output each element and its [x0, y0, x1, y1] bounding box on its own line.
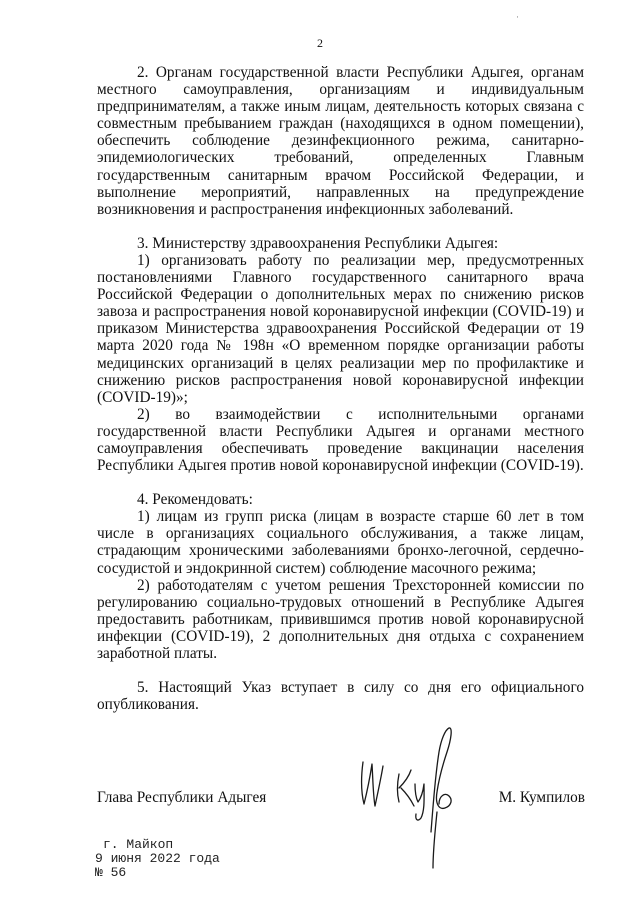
stamp-city: г. Майкоп [103, 837, 174, 852]
paragraph: 2) во взаимодействии с исполнительными органами государственной власти Республики Адыгея и органами местного самоуправления обеспечивать проведение вакцинации населения Республики Адыгея против новой коронавирусной инфекции (COVID-19). [97, 405, 584, 475]
paragraph: 1) лицам из групп риска (лицам в возрасте старше 60 лет в том числе в организациях социального обслуживания, а также лицам, страдающим хроническими заболеваниями бронхо-легочной, сердечно-сосудистой и эндокринной систем) соблюдение масочного режима; [97, 508, 584, 577]
section-item-2 [97, 64, 584, 218]
paragraph: 1) организовать работу по реализации мер, предусмотренных постановлениями Главного государственного санитарного врача Российской Федерации о дополнительных мерах по снижению рисков завоза и распространения новой коронавирусной инфекции (COVID-19) и приказом Министерства здравоохранения Российской Федерации от 19 марта 2020 года № 198н «О временном порядке организации работы медицинских организаций в целях реализации мер по профилактике и снижению рисков распространения новой коронавирусной инфекции (COVID-19)»; [97, 251, 584, 406]
paragraph: 3. Министерству здравоохранения Республики Адыгея: [137, 234, 499, 252]
document-body [97, 64, 584, 713]
signatory-position: Глава Республики Адыгея [97, 789, 267, 806]
handwritten-signature [355, 722, 480, 872]
paragraph: 5. Настоящий Указ вступает в силу со дня его официального опубликования. [97, 679, 584, 714]
page-number: 2 [317, 36, 323, 50]
paragraph: 2. Органам государственной власти Республики Адыгея, органам местного самоуправления, организациям и индивидуальным предпринимателям, а также иным лицам, деятельность которых связана с совместным пребыванием граждан (находящихся в одном помещении), обеспечить соблюдение дезинфекционного режима, санитарно-эпидемиологических требований, определенных Главным государственным санитарным врачом Российской Федерации, и выполнение мероприятий, направленных на предупреждение возникновения и распространения инфекционных заболеваний. [97, 64, 584, 218]
scan-speck: · [516, 12, 519, 22]
stamp-date: 9 июня 2022 года [95, 851, 220, 866]
signatory-name: М. Кумпилов [498, 789, 585, 806]
section-item-4 [97, 491, 584, 662]
paragraph: 2) работодателям с учетом решения Трехсторонней комиссии по регулированию социально-трудовых отношений в Республике Адыгея предоставить работникам, привившимся против новой коронавирусной инфекции (COVID-19), 2 дополнительных дня отдыха с сохранением заработной платы. [97, 576, 584, 662]
stamp-number: № 56 [95, 865, 127, 880]
section-item-5 [97, 679, 584, 713]
paragraph: 4. Рекомендовать: [137, 491, 253, 509]
document-stamp [95, 838, 220, 880]
section-item-3 [97, 235, 584, 474]
